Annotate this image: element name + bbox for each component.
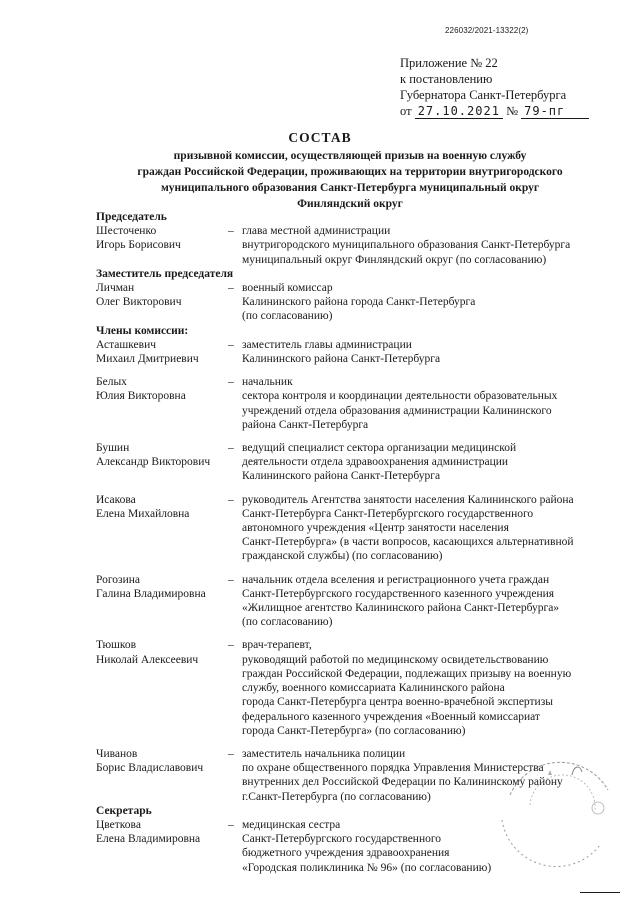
- member-role-line: бюджетного учреждения здравоохранения: [242, 847, 450, 860]
- member-name-line: Рогозина: [96, 573, 140, 586]
- member-role: [242, 441, 616, 484]
- member-role-line: города Санкт-Петербурга» (по согласованию): [242, 724, 466, 737]
- member-name: [96, 281, 228, 324]
- member-role-line: глава местной администрации: [242, 225, 391, 238]
- member-role: [242, 375, 616, 432]
- member-name: [96, 441, 228, 484]
- member-role-line: Калининского района города Санкт-Петербурга: [242, 296, 476, 309]
- section-title-members: Члены комиссии:: [96, 324, 189, 337]
- member-name-line: Чиванов: [96, 747, 138, 760]
- member-role: [242, 638, 616, 737]
- member-role: [242, 224, 616, 267]
- member-name: [96, 375, 228, 432]
- member-name: [96, 747, 228, 804]
- page-footer-rule: [580, 892, 620, 893]
- member-role-line: учреждений отдела образования администрации Калининского: [242, 404, 552, 417]
- appendix-line-2: к постановлению: [400, 72, 493, 86]
- member-name-line: Михаил Дмитриевич: [96, 353, 199, 366]
- member-role-line: муниципальный округ Финляндский округ (по согласованию): [242, 253, 547, 266]
- member-name-line: Александр Викторович: [96, 456, 211, 469]
- member-name-line: Тюшков: [96, 639, 137, 652]
- member-role-line: службу, военного комиссариата Калининского района: [242, 682, 505, 695]
- member-role-line: района Санкт-Петербурга: [242, 418, 369, 431]
- member-role-line: сектора контроля и координации деятельности образовательных: [242, 390, 558, 403]
- member-role-line: автономного учреждения «Центр занятости населения: [242, 522, 509, 535]
- document-title: СОСТАВ: [288, 130, 352, 145]
- member-role-line: внутригородского муниципального образования Санкт-Петербурга: [242, 239, 571, 252]
- date-prefix: от: [400, 104, 412, 118]
- document-subtitle: [100, 148, 600, 212]
- member-name-line: Белых: [96, 376, 127, 389]
- dash-separator: –: [228, 338, 234, 351]
- member-role-line: деятельности отдела здравоохранения администрации: [242, 456, 509, 469]
- member-name-line: Исакова: [96, 493, 136, 506]
- dash-separator: –: [228, 639, 234, 652]
- member-row: [96, 441, 616, 484]
- subtitle-line-1: призывной комиссии, осуществляющей призыв на военную службу: [173, 150, 527, 162]
- member-role: [242, 281, 616, 324]
- official-seal-icon: [490, 750, 620, 870]
- section-title-chair: Председатель: [96, 211, 167, 223]
- member-role-line: Санкт-Петербурга Санкт-Петербургского государственного: [242, 507, 534, 520]
- member-name-line: Асташкевич: [96, 338, 157, 351]
- member-role-line: «Городская поликлиника № 96» (по согласованию): [242, 861, 492, 874]
- member-row: [96, 638, 616, 737]
- member-role-line: медицинская сестра: [242, 818, 341, 831]
- member-name-line: Елена Михайловна: [96, 507, 190, 520]
- subtitle-line-2: граждан Российской Федерации, проживающих на территории внутригородского: [137, 166, 563, 178]
- member-name: [96, 224, 228, 267]
- member-row: [96, 493, 616, 564]
- dash-separator: –: [228, 573, 234, 586]
- member-role-line: по охране общественного порядка Управления Министерства: [242, 762, 544, 775]
- member-role-line: гражданской службы) (по согласованию): [242, 550, 443, 563]
- member-role-line: (по согласованию): [242, 616, 333, 629]
- appendix-block: [400, 55, 589, 119]
- decree-date: 27.10.2021: [415, 104, 503, 119]
- dash-separator: –: [228, 818, 234, 831]
- dash-separator: –: [228, 282, 234, 295]
- member-role-line: граждан Российской Федерации, подлежащих призыву на военную: [242, 667, 572, 680]
- member-role-line: города Санкт-Петербурга центра военно-врачебной экспертизы: [242, 696, 553, 709]
- member-name: [96, 573, 228, 630]
- member-name-line: Бушин: [96, 442, 130, 455]
- member-role-line: руководитель Агентства занятости населения Калининского района: [242, 493, 574, 506]
- subtitle-line-4: Финляндский округ: [297, 198, 403, 210]
- appendix-line-3: Губернатора Санкт-Петербурга: [400, 88, 567, 102]
- member-name-line: Николай Алексеевич: [96, 653, 199, 666]
- member-role: [242, 493, 616, 564]
- member-row: [96, 338, 616, 366]
- member-role-line: заместитель главы администрации: [242, 338, 412, 351]
- member-name: [96, 638, 228, 737]
- member-role-line: Санкт-Петербурга» (в части вопросов, касающихся альтернативной: [242, 536, 574, 549]
- member-role-line: заместитель начальника полиции: [242, 747, 406, 760]
- member-role-line: (по согласованию): [242, 310, 333, 323]
- member-name-line: Игорь Борисович: [96, 239, 181, 252]
- member-role-line: врач-терапевт,: [242, 639, 312, 652]
- section-title-deputy: Заместитель председателя: [96, 267, 234, 280]
- member-row: [96, 375, 616, 432]
- subtitle-line-3: муниципального образования Санкт-Петербурга муниципальный округ: [160, 182, 540, 194]
- member-role-line: Санкт-Петербургского государственного казенного учреждения: [242, 587, 555, 600]
- member-role-line: Санкт-Петербургского государственного: [242, 833, 442, 846]
- number-prefix: №: [506, 104, 518, 118]
- member-role-line: руководящий работой по медицинскому освидетельствованию: [242, 653, 549, 666]
- member-name-line: Борис Владиславович: [96, 762, 204, 775]
- dash-separator: –: [228, 225, 234, 238]
- member-name-line: Личман: [96, 282, 135, 295]
- member-name: [96, 493, 228, 564]
- member-name: [96, 818, 228, 875]
- member-name-line: Юлия Викторовна: [96, 390, 186, 403]
- dash-separator: –: [228, 376, 234, 389]
- dash-separator: –: [228, 442, 234, 455]
- member-role-line: начальник: [242, 376, 293, 389]
- member-role-line: Калининского района Санкт-Петербурга: [242, 353, 441, 366]
- appendix-line-1: Приложение № 22: [400, 56, 498, 70]
- member-name-line: Шесточенко: [96, 225, 157, 238]
- appendix-date-line: [400, 103, 589, 119]
- member-name-line: Елена Владимировна: [96, 833, 201, 846]
- document-id: 226032/2021-13322(2): [445, 26, 529, 35]
- decree-number: 79-пг: [521, 104, 589, 119]
- dash-separator: –: [228, 747, 234, 760]
- member-role-line: военный комиссар: [242, 282, 333, 295]
- member-name-line: Олег Викторович: [96, 296, 182, 309]
- member-role-line: федерального казенного учреждения «Военный комиссариат: [242, 710, 540, 723]
- member-role-line: начальник отдела вселения и регистрационного учета граждан: [242, 573, 550, 586]
- section-title-secretary: Секретарь: [96, 804, 152, 817]
- member-role-line: ведущий специалист сектора организации медицинской: [242, 442, 517, 455]
- member-row: [96, 281, 616, 324]
- member-role-line: внутренних дел Российской Федерации по Калининскому району: [242, 776, 563, 789]
- member-row: [96, 224, 616, 267]
- member-name: [96, 338, 228, 366]
- member-role-line: «Жилищное агентство Калининского района Санкт-Петербурга»: [242, 602, 560, 615]
- member-role-line: г.Санкт-Петербурга (по согласованию): [242, 790, 431, 803]
- member-role: [242, 573, 616, 630]
- member-name-line: Галина Владимировна: [96, 587, 206, 600]
- member-name-line: Цветкова: [96, 818, 141, 831]
- dash-separator: –: [228, 493, 234, 506]
- member-role: [242, 338, 616, 366]
- member-role-line: Калининского района Санкт-Петербурга: [242, 470, 441, 483]
- member-row: [96, 573, 616, 630]
